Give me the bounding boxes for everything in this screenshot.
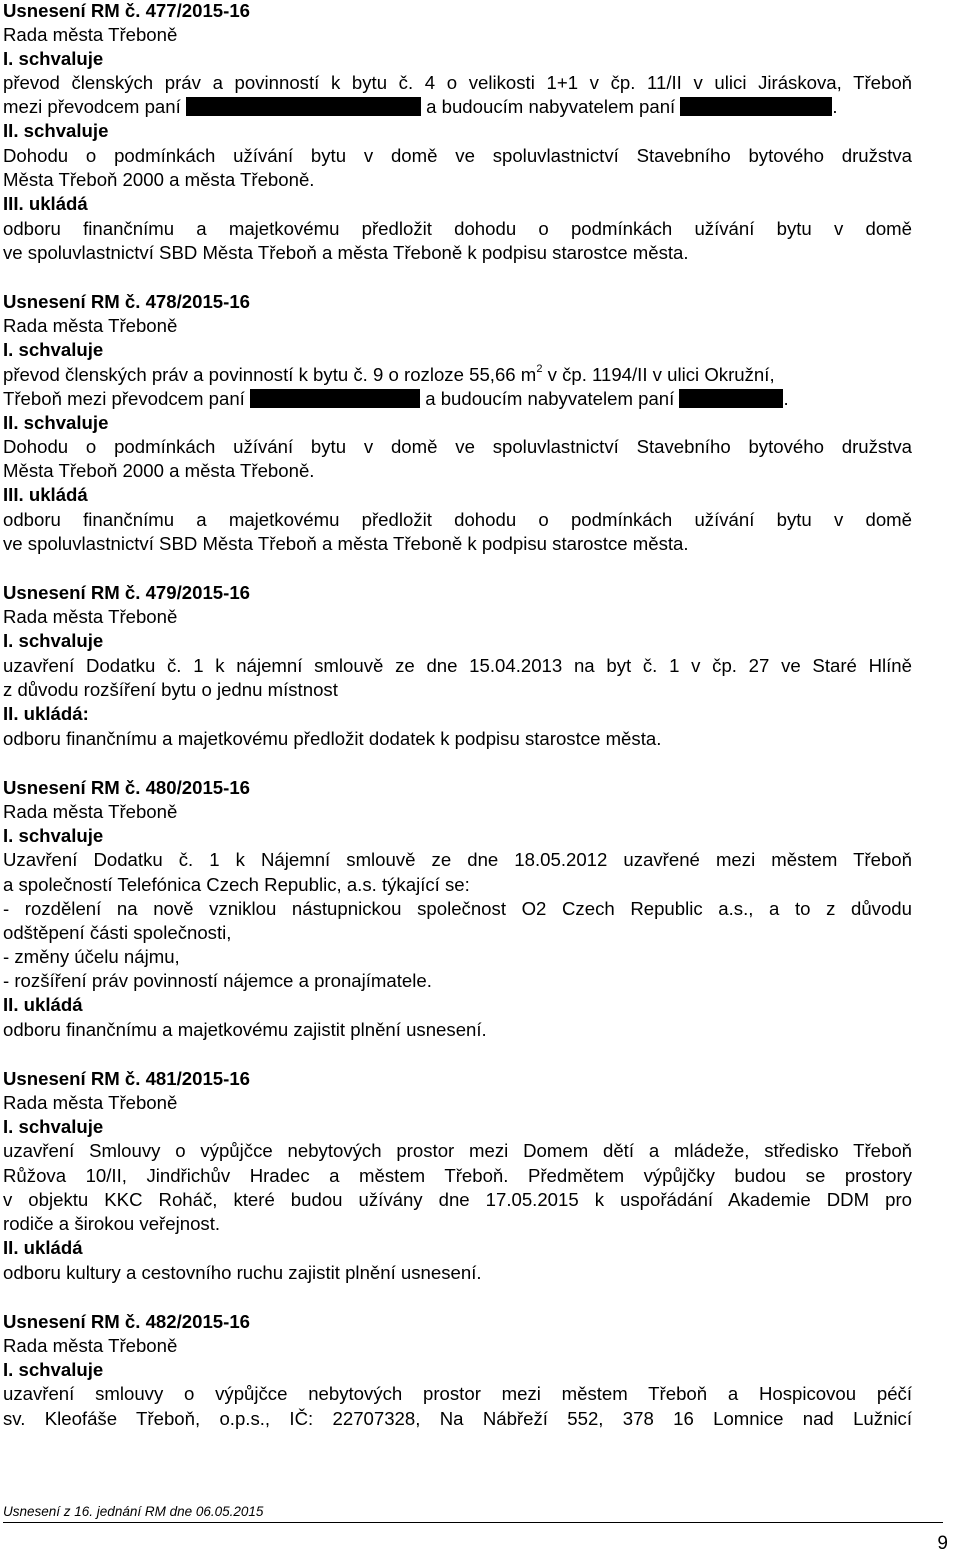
text-line: odboru finančnímu a majetkovému předložit dodatek k podpisu starostce města. — [3, 728, 662, 749]
text-line: rodiče a širokou veřejnost. — [3, 1213, 221, 1234]
text-line: převod členských práv a povinností k bytu č. 4 o velikosti 1+1 v čp. 11/II v ulici Jiráskova, Třeboň — [3, 72, 912, 93]
section-heading: III. ukládá — [3, 193, 88, 214]
resolution-title: Usnesení RM č. 478/2015-16 — [3, 291, 251, 312]
redaction-block — [186, 97, 421, 116]
page-footer: Usnesení z 16. jednání RM dne 06.05.2015 — [3, 1504, 264, 1519]
text-fragment: Třeboň mezi převodcem paní — [3, 388, 245, 409]
text-line: Města Třeboň 2000 a města Třeboně. — [3, 460, 315, 481]
text-fragment: v čp. 1194/II v ulici Okružní, — [542, 364, 775, 385]
section-heading: II. ukládá: — [3, 703, 89, 724]
section-heading: II. schvaluje — [3, 412, 109, 433]
resolution-title: Usnesení RM č. 481/2015-16 — [3, 1068, 251, 1089]
page-number: 9 — [937, 1533, 948, 1554]
section-heading: I. schvaluje — [3, 48, 104, 69]
section-heading: I. schvaluje — [3, 1359, 104, 1380]
section-heading: I. schvaluje — [3, 630, 104, 651]
section-heading: III. ukládá — [3, 484, 88, 505]
section-heading: II. ukládá — [3, 994, 83, 1015]
resolution-title: Usnesení RM č. 479/2015-16 — [3, 582, 251, 603]
text-fragment: . — [783, 388, 789, 409]
resolution-title: Usnesení RM č. 482/2015-16 — [3, 1311, 251, 1332]
text-fragment: . — [832, 96, 838, 117]
text-line: z důvodu rozšíření bytu o jednu místnost — [3, 679, 338, 700]
resolution-title: Usnesení RM č. 480/2015-16 — [3, 777, 251, 798]
redaction-block — [250, 389, 420, 408]
text-line: uzavření Smlouvy o výpůjčce nebytových prostor mezi Domem dětí a mládeže, středisko Třeboň — [3, 1140, 912, 1161]
section-heading: II. ukládá — [3, 1237, 83, 1258]
text-line: uzavření smlouvy o výpůjčce nebytových prostor mezi městem Třeboň a Hospicovou péčí — [3, 1383, 912, 1404]
text-line: uzavření Dodatku č. 1 k nájemní smlouvě ze dne 15.04.2013 na byt č. 1 v čp. 27 ve Staré Hlíně — [3, 655, 912, 676]
section-heading: I. schvaluje — [3, 339, 104, 360]
superscript: 2 — [536, 363, 543, 375]
redaction-block — [679, 389, 783, 408]
text-line: - rozšíření práv povinností nájemce a pronajímatele. — [3, 970, 432, 991]
text-line: sv. Kleofáše Třeboň, o.p.s., IČ: 22707328, Na Nábřeží 552, 378 16 Lomnice nad Lužnicí — [3, 1408, 912, 1429]
text-line: odboru finančnímu a majetkovému předložit dohodu o podmínkách užívání bytu v domě — [3, 218, 912, 239]
text-line: Města Třeboň 2000 a města Třeboně. — [3, 169, 315, 190]
resolution-title: Usnesení RM č. 477/2015-16 — [3, 0, 251, 21]
text-line: Dohodu o podmínkách užívání bytu v domě ve spoluvlastnictví Stavebního bytového družstva — [3, 436, 912, 457]
text-line: ve spoluvlastnictví SBD Města Třeboň a města Třeboně k podpisu starostce města. — [3, 533, 689, 554]
text-line: - změny účelu nájmu, — [3, 946, 180, 967]
text-line: a společností Telefónica Czech Republic, a.s. týkající se: — [3, 874, 470, 895]
council-name: Rada města Třeboně — [3, 1092, 178, 1113]
footer-divider — [3, 1522, 943, 1523]
text-line — [3, 388, 789, 410]
text-line: - rozdělení na nově vzniklou nástupnickou společnost O2 Czech Republic a.s., a to z důvodu — [3, 898, 912, 919]
text-line: Uzavření Dodatku č. 1 k Nájemní smlouvě ze dne 18.05.2012 uzavřené mezi městem Třeboň — [3, 849, 912, 870]
section-heading: II. schvaluje — [3, 120, 109, 141]
text-line: ve spoluvlastnictví SBD Města Třeboň a města Třeboně k podpisu starostce města. — [3, 242, 689, 263]
council-name: Rada města Třeboně — [3, 315, 178, 336]
text-fragment: a budoucím nabyvatelem paní — [425, 388, 675, 409]
text-line: Dohodu o podmínkách užívání bytu v domě ve spoluvlastnictví Stavebního bytového družstva — [3, 145, 912, 166]
text-line: v objektu KKC Roháč, které budou užívány dne 17.05.2015 k uspořádání Akademie DDM pro — [3, 1189, 912, 1210]
council-name: Rada města Třeboně — [3, 606, 178, 627]
text-fragment: převod členských práv a povinností k bytu č. 9 o rozloze 55,66 m — [3, 364, 537, 385]
redaction-block — [680, 97, 832, 116]
text-line: odboru finančnímu a majetkovému předložit dohodu o podmínkách užívání bytu v domě — [3, 509, 912, 530]
text-fragment: mezi převodcem paní — [3, 96, 181, 117]
text-line: Růžova 10/II, Jindřichův Hradec a městem Třeboň. Předmětem výpůjčky budou se prostory — [3, 1165, 912, 1186]
text-line: odboru kultury a cestovního ruchu zajistit plnění usnesení. — [3, 1262, 482, 1283]
text-line — [3, 364, 912, 386]
council-name: Rada města Třeboně — [3, 24, 178, 45]
section-heading: I. schvaluje — [3, 1116, 104, 1137]
text-line — [3, 96, 838, 118]
text-line: odboru finančnímu a majetkovému zajistit plnění usnesení. — [3, 1019, 487, 1040]
council-name: Rada města Třeboně — [3, 1335, 178, 1356]
text-line: odštěpení části společnosti, — [3, 922, 232, 943]
section-heading: I. schvaluje — [3, 825, 104, 846]
council-name: Rada města Třeboně — [3, 801, 178, 822]
text-fragment: a budoucím nabyvatelem paní — [426, 96, 676, 117]
